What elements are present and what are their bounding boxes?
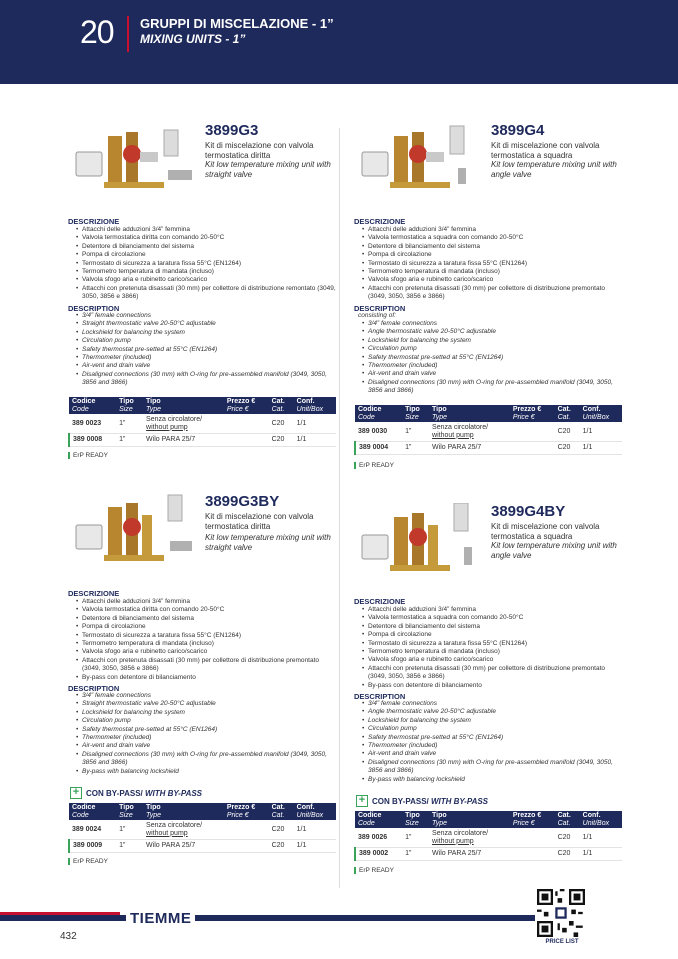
- erp-badge: ErP READY: [354, 867, 394, 874]
- page-number: 432: [60, 931, 77, 942]
- column-header-en: Price €: [226, 405, 249, 413]
- list-item: • Termostato di sicurezza a taratura fissa 55°C (EN1264): [362, 260, 624, 268]
- cell-code: 389 0004: [355, 442, 402, 455]
- list-item: • Detentore di bilanciamento del sistema: [76, 243, 338, 251]
- list-item: • Termostato di sicurezza a taratura fissa 55°C (EN1264): [76, 260, 338, 268]
- list-item: • Thermometer (included): [76, 734, 338, 742]
- list-item: • Attacchi delle adduzioni 3/4” femmina: [76, 598, 338, 606]
- price-table: [354, 405, 622, 455]
- column-header-it: Conf.: [582, 406, 601, 413]
- list-item: • Straight thermostatic valve 20-50°C adjustable: [76, 320, 338, 328]
- column-header: [555, 811, 580, 828]
- list-item: • Attacchi delle adduzioni 3/4” femmina: [362, 606, 624, 614]
- cell-size: 1”: [402, 848, 429, 861]
- list-item: • Valvola sfogo aria e rubinetto carico/scarico: [362, 656, 624, 664]
- cell-type-line2: without pump: [432, 837, 474, 845]
- product-subtitle-it: Kit di miscelazione con valvola termostatica diritta: [205, 512, 314, 531]
- list-item: • Disaligned connections (30 mm) with O-ring for pre-assembled manifold (3049, 3050, 3856 and 3866): [362, 759, 624, 776]
- list-item: • Circulation pump: [76, 717, 338, 725]
- list-item: • 3/4” female connections: [76, 312, 338, 320]
- column-header-en: Unit/Box: [296, 405, 324, 413]
- cell-size: 1”: [402, 442, 429, 455]
- cell-cat: C20: [269, 414, 294, 434]
- product-subtitle-en: Kit low temperature mixing unit with angle valve: [491, 160, 617, 179]
- cell-size: 1”: [116, 434, 143, 447]
- list-item: • Valvola termostatica a squadra con comando 20-50°C: [362, 614, 624, 622]
- list-item: • Safety thermostat pre-setted at 55°C (EN1264): [362, 734, 624, 742]
- column-header: [269, 397, 294, 414]
- table-row: [355, 828, 622, 848]
- table-row: [355, 422, 622, 442]
- list-item: • Air-vent and drain valve: [76, 362, 338, 370]
- list-item: • Detentore di bilanciamento del sistema: [362, 623, 624, 631]
- column-header: [269, 803, 294, 820]
- list-item: • Valvola sfogo aria e rubinetto carico/scarico: [362, 276, 624, 284]
- column-header: [402, 811, 429, 828]
- description-list-en: [76, 312, 338, 388]
- product-subtitle-it: Kit di miscelazione con valvola termostatica diritta: [205, 141, 314, 160]
- cell-price: [510, 442, 555, 455]
- cell-cat: C20: [269, 820, 294, 840]
- product-code: 3899G4BY: [491, 503, 566, 520]
- column-header-it: Tipo: [119, 804, 134, 811]
- column-header-en: Unit/Box: [296, 811, 324, 819]
- price-table: [68, 803, 336, 853]
- column-header: [580, 811, 622, 828]
- product-3899G4BY: [354, 503, 632, 883]
- list-item: • Angle thermostatic valve 20-50°C adjustable: [362, 708, 624, 716]
- list-item: • Attacchi con pretenuta disassati (30 mm) per collettore di distribuzione remontato (3049, 3050, 3856 e 3866): [76, 285, 338, 302]
- list-item: • Lockshield for balancing the system: [76, 329, 338, 337]
- table-header-row: [355, 811, 622, 828]
- list-item: • Pompa di circolazione: [76, 251, 338, 259]
- product-subtitle-en: Kit low temperature mixing unit with angle valve: [491, 541, 617, 560]
- column-header-it: Conf.: [296, 804, 315, 811]
- cell-price: [510, 848, 555, 861]
- table-row: [69, 820, 336, 840]
- cell-cat: C20: [555, 422, 580, 442]
- brand-logo: TIEMME: [126, 910, 195, 927]
- description-heading: DESCRIPTION: [68, 304, 120, 313]
- cell-box: 1/1: [294, 434, 336, 447]
- column-header: [429, 405, 510, 422]
- column-header-it: Prezzo €: [226, 804, 256, 811]
- column-header-en: Unit/Box: [582, 819, 610, 827]
- column-header: [555, 405, 580, 422]
- list-item: • By-pass con detentore di bilanciamento: [76, 674, 338, 682]
- list-item: • Termometro temperatura di mandata (incluso): [76, 640, 338, 648]
- column-header-en: Code: [72, 811, 89, 819]
- column-header-en: Type: [432, 819, 448, 827]
- column-header-it: Cat.: [557, 406, 571, 413]
- consisting-of-label: consisting of:: [358, 312, 396, 319]
- column-header: [355, 811, 402, 828]
- price-table: [354, 811, 622, 861]
- cell-type: [143, 434, 224, 447]
- column-header-it: Tipo: [405, 406, 420, 413]
- column-header-en: Type: [146, 405, 162, 413]
- cell-cat: C20: [555, 848, 580, 861]
- cell-size: 1”: [116, 820, 143, 840]
- table-row: [69, 414, 336, 434]
- column-header-en: Cat.: [557, 819, 571, 827]
- column-header-it: Cat.: [271, 398, 285, 405]
- cell-box: 1/1: [580, 442, 622, 455]
- description-list-en: [362, 320, 624, 396]
- cell-box: 1/1: [294, 840, 336, 853]
- list-item: • Valvola termostatica diritta con comando 20-50°C: [76, 234, 338, 242]
- cell-size: 1”: [402, 828, 429, 848]
- list-item: • Lockshield for balancing the system: [362, 337, 624, 345]
- product-image: [68, 122, 198, 202]
- list-item: • Circulation pump: [362, 345, 624, 353]
- product-image: [354, 122, 484, 202]
- description-list-it: [76, 598, 338, 682]
- column-header-it: Prezzo €: [226, 398, 256, 405]
- bypass-label-en: WITH BY-PASS: [430, 796, 489, 806]
- cell-price: [224, 414, 269, 434]
- table-row: [69, 840, 336, 853]
- description-heading: DESCRIPTION: [354, 692, 406, 701]
- column-header-en: Type: [432, 413, 448, 421]
- column-header: [69, 803, 116, 820]
- descrizione-heading: DESCRIZIONE: [354, 597, 406, 606]
- chapter-number: 20: [80, 14, 114, 50]
- column-header-it: Codice: [358, 406, 382, 413]
- column-header: [224, 803, 269, 820]
- table-row: [355, 848, 622, 861]
- column-header: [116, 397, 143, 414]
- column-header-en: Size: [405, 819, 419, 827]
- list-item: • Safety thermostat pre-setted at 55°C (EN1264): [362, 354, 624, 362]
- bypass-label: CON BY-PASS/: [372, 796, 429, 806]
- cell-type: [429, 828, 510, 848]
- list-item: • Disaligned connections (30 mm) with O-ring for pre-assembled manifold (3049, 3050, 3856 and 3866): [76, 371, 338, 388]
- description-list-it: [362, 226, 624, 302]
- product-3899G3: [68, 122, 346, 467]
- column-header: [429, 811, 510, 828]
- column-header: [294, 397, 336, 414]
- list-item: • Angle thermostatic valve 20-50°C adjustable: [362, 328, 624, 336]
- column-header-en: Price €: [512, 819, 535, 827]
- column-header-it: Codice: [358, 812, 382, 819]
- price-table: [68, 397, 336, 447]
- table-row: [355, 442, 622, 455]
- cell-type: [143, 414, 224, 434]
- list-item: • Circulation pump: [362, 725, 624, 733]
- list-item: • Attacchi delle adduzioni 3/4” femmina: [362, 226, 624, 234]
- cell-type: [429, 422, 510, 442]
- cell-code: 389 0030: [355, 422, 402, 442]
- column-header-en: Size: [119, 811, 133, 819]
- cell-price: [224, 840, 269, 853]
- column-header-it: Prezzo €: [512, 406, 542, 413]
- bypass-label-en: WITH BY-PASS: [144, 788, 203, 798]
- plus-icon: +: [356, 795, 368, 807]
- table-header-row: [69, 803, 336, 820]
- list-item: • Termometro temperatura di mandata (incluso): [76, 268, 338, 276]
- cell-size: 1”: [116, 414, 143, 434]
- list-item: • Attacchi con pretenuta disassati (30 mm) per collettore di distribuzione premontato (3049, 3050, 3856 e 3866): [362, 285, 624, 302]
- cell-box: 1/1: [294, 414, 336, 434]
- column-header-it: Tipo: [119, 398, 134, 405]
- list-item: • Thermometer (included): [362, 362, 624, 370]
- product-subtitle-it: Kit di miscelazione con valvola termostatica a squadra: [491, 141, 600, 160]
- column-header-it: Cat.: [557, 812, 571, 819]
- list-item: • 3/4” female connections: [362, 320, 624, 328]
- list-item: • Air-vent and drain valve: [362, 750, 624, 758]
- list-item: • Attacchi con pretenuta disassati (30 mm) per collettore di distribuzione premontato (3049, 3050, 3856 e 3866): [362, 665, 624, 682]
- table-header-row: [355, 405, 622, 422]
- cell-type-line1: Wilo PARA 25/7: [432, 444, 482, 451]
- column-header-en: Cat.: [271, 405, 285, 413]
- cell-type: [143, 840, 224, 853]
- column-header: [69, 397, 116, 414]
- cell-type-line1: Senza circolatore/: [146, 822, 203, 829]
- bypass-section-title: [70, 787, 202, 799]
- list-item: • Straight thermostatic valve 20-50°C adjustable: [76, 700, 338, 708]
- page-header: [0, 0, 678, 84]
- column-header-en: Cat.: [557, 413, 571, 421]
- cell-cat: C20: [555, 828, 580, 848]
- cell-type-line1: Senza circolatore/: [146, 416, 203, 423]
- cell-type: [429, 848, 510, 861]
- description-list-en: [362, 700, 624, 784]
- descrizione-heading: DESCRIZIONE: [68, 217, 120, 226]
- description-heading: DESCRIPTION: [354, 304, 406, 313]
- list-item: • Safety thermostat pre-setted at 55°C (EN1264): [76, 726, 338, 734]
- column-header-it: Cat.: [271, 804, 285, 811]
- cell-code: 389 0024: [69, 820, 116, 840]
- description-heading: DESCRIPTION: [68, 684, 120, 693]
- list-item: • Pompa di circolazione: [76, 623, 338, 631]
- cell-price: [510, 828, 555, 848]
- column-header-en: Price €: [512, 413, 535, 421]
- column-header-it: Codice: [72, 804, 96, 811]
- erp-badge: ErP READY: [68, 858, 108, 865]
- list-item: • Air-vent and drain valve: [362, 370, 624, 378]
- column-header-en: Type: [146, 811, 162, 819]
- page-title: GRUPPI DI MISCELAZIONE - 1”: [140, 16, 334, 31]
- cell-size: 1”: [402, 422, 429, 442]
- price-list-label: PRICE LIST: [545, 939, 579, 945]
- column-header: [355, 405, 402, 422]
- cell-type-line1: Senza circolatore/: [432, 830, 489, 837]
- product-3899G3BY: [68, 493, 346, 873]
- cell-cat: C20: [269, 434, 294, 447]
- cell-code: 389 0002: [355, 848, 402, 861]
- list-item: • Pompa di circolazione: [362, 631, 624, 639]
- cell-box: 1/1: [580, 828, 622, 848]
- column-header: [116, 803, 143, 820]
- cell-type-line2: without pump: [146, 423, 188, 431]
- list-item: • By-pass with balancing lockshield: [76, 768, 338, 776]
- column-header-it: Tipo: [146, 804, 161, 811]
- list-item: • Thermometer (included): [362, 742, 624, 750]
- list-item: • Attacchi con pretenuta disassati (30 mm) per collettore di distribuzione premontato (3049, 3050, 3856 e 3866): [76, 657, 338, 674]
- cell-size: 1”: [116, 840, 143, 853]
- list-item: • Air-vent and drain valve: [76, 742, 338, 750]
- cell-code: 389 0023: [69, 414, 116, 434]
- column-header-it: Codice: [72, 398, 96, 405]
- column-header-en: Code: [358, 819, 375, 827]
- cell-type-line1: Senza circolatore/: [432, 424, 489, 431]
- cell-price: [224, 434, 269, 447]
- column-header-en: Code: [72, 405, 89, 413]
- list-item: • Termometro temperatura di mandata (incluso): [362, 648, 624, 656]
- column-header: [580, 405, 622, 422]
- list-item: • Disaligned connections (30 mm) with O-ring for pre-assembled manifold (3049, 3050, 3856 and 3866): [362, 379, 624, 396]
- cell-cat: C20: [555, 442, 580, 455]
- column-header-en: Code: [358, 413, 375, 421]
- description-list-it: [362, 606, 624, 690]
- list-item: • Valvola termostatica a squadra con comando 20-50°C: [362, 234, 624, 242]
- list-item: • Attacchi delle adduzioni 3/4” femmina: [76, 226, 338, 234]
- plus-icon: +: [70, 787, 82, 799]
- cell-cat: C20: [269, 840, 294, 853]
- list-item: • Circulation pump: [76, 337, 338, 345]
- column-header-en: Unit/Box: [582, 413, 610, 421]
- description-list-en: [76, 692, 338, 776]
- qr-code-icon[interactable]: [537, 889, 585, 937]
- column-header-it: Prezzo €: [512, 812, 542, 819]
- table-header-row: [69, 397, 336, 414]
- descrizione-heading: DESCRIZIONE: [354, 217, 406, 226]
- column-header-it: Tipo: [432, 812, 447, 819]
- product-code: 3899G4: [491, 122, 545, 139]
- column-header-it: Tipo: [405, 812, 420, 819]
- column-header: [143, 803, 224, 820]
- column-header: [143, 397, 224, 414]
- column-header: [294, 803, 336, 820]
- descrizione-heading: DESCRIZIONE: [68, 589, 120, 598]
- product-subtitle-it: Kit di miscelazione con valvola termostatica a squadra: [491, 522, 600, 541]
- list-item: • By-pass con detentore di bilanciamento: [362, 682, 624, 690]
- product-subtitle-en: Kit low temperature mixing unit with straight valve: [205, 160, 331, 179]
- list-item: • Detentore di bilanciamento del sistema: [362, 243, 624, 251]
- cell-type-line2: without pump: [146, 829, 188, 837]
- list-item: • Lockshield for balancing the system: [362, 717, 624, 725]
- column-header-it: Tipo: [432, 406, 447, 413]
- cell-price: [224, 820, 269, 840]
- product-code: 3899G3: [205, 122, 259, 139]
- column-header: [510, 811, 555, 828]
- erp-badge: ErP READY: [68, 452, 108, 459]
- product-3899G4: [354, 122, 632, 467]
- header-divider: [127, 16, 129, 52]
- list-item: • Valvola termostatica diritta con comando 20-50°C: [76, 606, 338, 614]
- column-header: [402, 405, 429, 422]
- column-header-it: Conf.: [582, 812, 601, 819]
- cell-price: [510, 422, 555, 442]
- column-header-it: Conf.: [296, 398, 315, 405]
- list-item: • Detentore di bilanciamento del sistema: [76, 615, 338, 623]
- erp-badge: ErP READY: [354, 462, 394, 469]
- bypass-section-title: [356, 795, 488, 807]
- product-subtitle-en: Kit low temperature mixing unit with straight valve: [205, 533, 331, 552]
- list-item: • By-pass with balancing lockshield: [362, 776, 624, 784]
- product-image: [68, 493, 198, 573]
- list-item: • 3/4” female connections: [362, 700, 624, 708]
- cell-box: 1/1: [294, 820, 336, 840]
- list-item: • Valvola sfogo aria e rubinetto carico/scarico: [76, 648, 338, 656]
- column-header-it: Tipo: [146, 398, 161, 405]
- column-header-en: Price €: [226, 811, 249, 819]
- cell-type: [143, 820, 224, 840]
- list-item: • Termostato di sicurezza a taratura fissa 55°C (EN1264): [76, 632, 338, 640]
- cell-box: 1/1: [580, 422, 622, 442]
- table-row: [69, 434, 336, 447]
- column-header: [224, 397, 269, 414]
- cell-type: [429, 442, 510, 455]
- cell-type-line2: without pump: [432, 431, 474, 439]
- description-list-it: [76, 226, 338, 302]
- product-image: [354, 503, 484, 583]
- list-item: • Lockshield for balancing the system: [76, 709, 338, 717]
- list-item: • Thermometer (included): [76, 354, 338, 362]
- cell-type-line1: Wilo PARA 25/7: [432, 850, 482, 857]
- column-header-en: Size: [119, 405, 133, 413]
- list-item: • Termometro temperatura di mandata (incluso): [362, 268, 624, 276]
- column-header-en: Cat.: [271, 811, 285, 819]
- page-subtitle: MIXING UNITS - 1”: [140, 32, 246, 46]
- list-item: • 3/4” female connections: [76, 692, 338, 700]
- cell-type-line1: Wilo PARA 25/7: [146, 436, 196, 443]
- list-item: • Pompa di circolazione: [362, 251, 624, 259]
- list-item: • Disaligned connections (30 mm) with O-ring for pre-assembled manifold (3049, 3050, 3856 and 3866): [76, 751, 338, 768]
- cell-code: 389 0009: [69, 840, 116, 853]
- column-header-en: Size: [405, 413, 419, 421]
- list-item: • Termostato di sicurezza a taratura fissa 55°C (EN1264): [362, 640, 624, 648]
- list-item: • Safety thermostat pre-setted at 55°C (EN1264): [76, 346, 338, 354]
- column-header: [510, 405, 555, 422]
- cell-code: 389 0026: [355, 828, 402, 848]
- cell-box: 1/1: [580, 848, 622, 861]
- list-item: • Valvola sfogo aria e rubinetto carico/scarico: [76, 276, 338, 284]
- cell-code: 389 0008: [69, 434, 116, 447]
- product-code: 3899G3BY: [205, 493, 280, 510]
- cell-type-line1: Wilo PARA 25/7: [146, 842, 196, 849]
- footer-bar: [0, 915, 535, 921]
- bypass-label: CON BY-PASS/: [86, 788, 143, 798]
